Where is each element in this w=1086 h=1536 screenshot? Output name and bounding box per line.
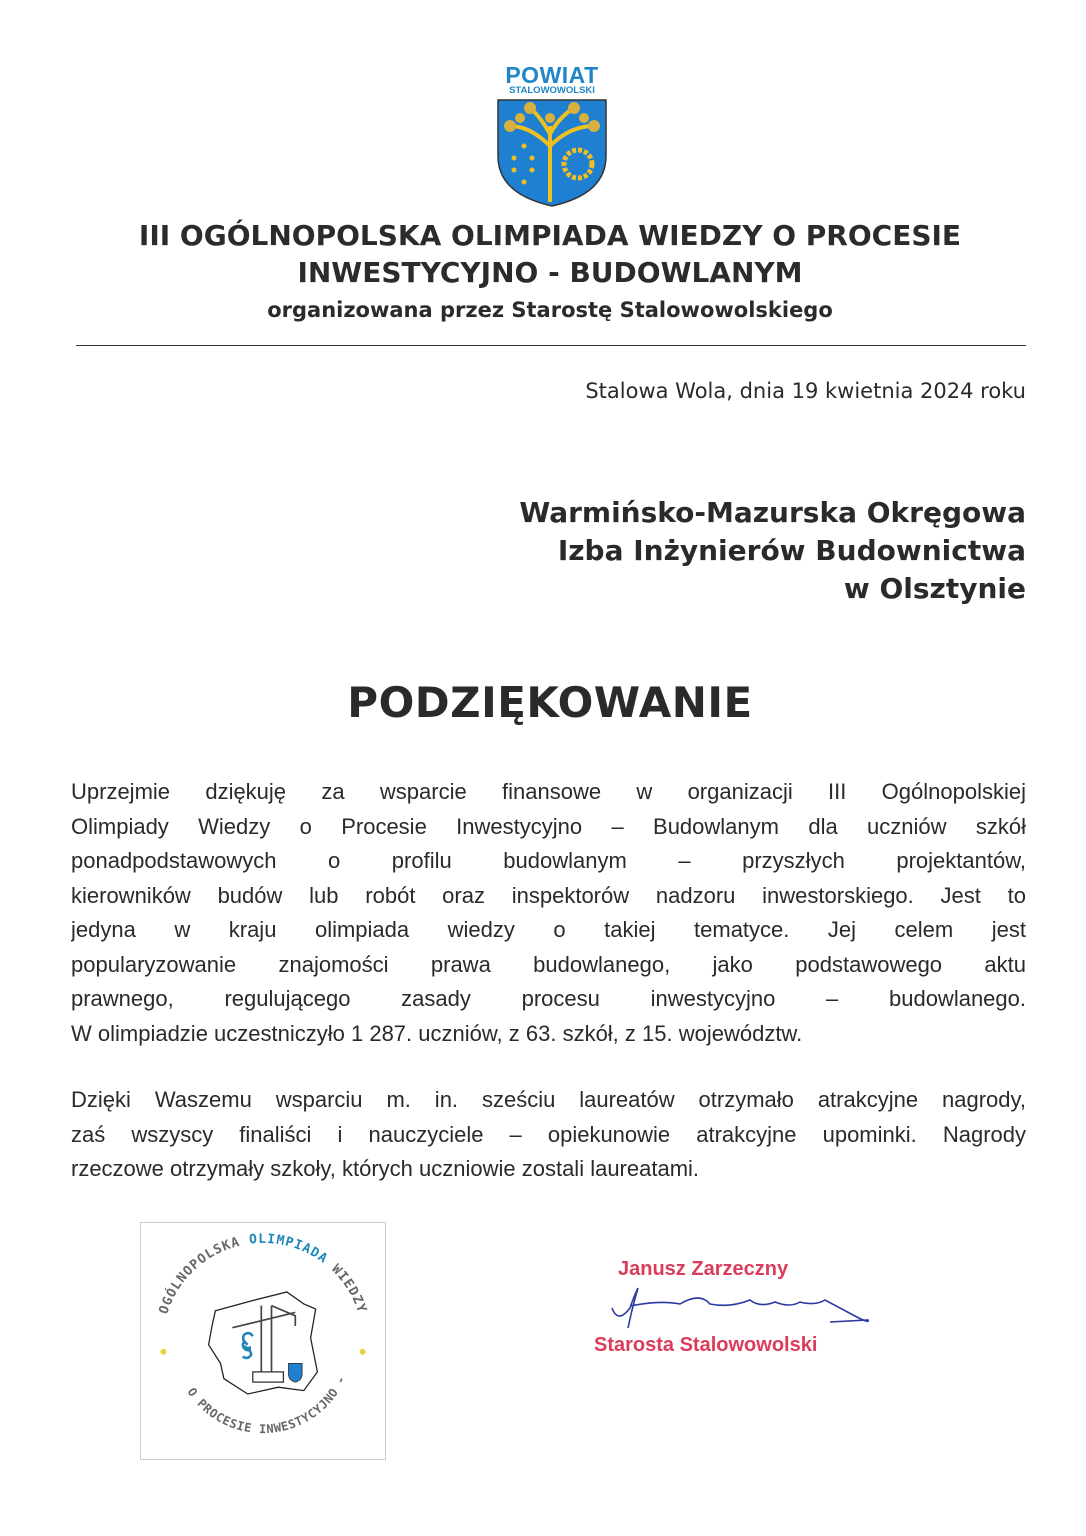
body-paragraph-2: [71, 1083, 1026, 1187]
recipient-line: w Olsztynie: [843, 572, 1026, 605]
seal-text-highlight: OLIMPIADA: [248, 1231, 331, 1267]
title-line-1: III OGÓLNOPOLSKA OLIMPIADA WIEDZY O PROCESIE: [138, 219, 962, 252]
signatory-title: Starosta Stalowowolski: [594, 1334, 818, 1356]
subtitle: organizowana przez Starostę Stalowowolskiego: [267, 298, 833, 322]
signature-scribble: [600, 1284, 880, 1334]
text-line: kierowników budów lub robót oraz inspektorów nadzoru inwestorskiego. Jest to: [71, 882, 1026, 908]
paragraph-sign-icon: [243, 1333, 253, 1358]
text-line: prawnego, regulującego zasady procesu inwestycyjno – budowlanego.: [71, 986, 1026, 1011]
recipient-line: Izba Inżynierów Budownictwa: [557, 534, 1026, 567]
text-line: Dzięki Waszemu wsparciu m. in. sześciu laureatów otrzymało atrakcyjne nagrody,: [71, 1087, 1026, 1112]
signatory-name: Janusz Zarzeczny: [618, 1258, 789, 1280]
logo-subtitle: STALOWOWOLSKI: [509, 85, 595, 96]
text-line: popularyzowanie znajomości prawa budowlanego, jako podstawowego aktu: [71, 951, 1026, 977]
svg-text:OGÓLNOPOLSKA OLIMPIADA WIEDZY: [157, 1232, 370, 1316]
text-line: Olimpiady Wiedzy o Procesie Inwestycyjno – Budowlanym dla uczniów szkół: [71, 813, 1026, 839]
coat-of-arms-icon: [490, 96, 614, 208]
logo-title: POWIAT: [505, 62, 599, 88]
text-line: zaś wszyscy finaliści i nauczyciele – opiekunowie atrakcyjne upominki. Nagrody: [71, 1121, 1026, 1147]
seal-text-bottom: O PROCESIE INWESTYCYJNO -: [184, 1373, 349, 1437]
seal-text-top: OGÓLNOPOLSKA: [156, 1234, 242, 1317]
olympiad-seal-icon: [141, 1223, 385, 1459]
powiat-logo: [490, 64, 614, 212]
header-divider: [76, 345, 1026, 346]
text-line: rzeczowe otrzymały szkoły, których uczniowie zostali laureatami.: [71, 1156, 700, 1181]
recipient-line: Warmińsko-Mazurska Okręgowa: [519, 496, 1026, 529]
seal-text-right: WIEDZY: [328, 1261, 370, 1316]
body-paragraph-1: [71, 775, 1026, 1051]
text-line: ponadpodstawowych o profilu budowlanym – przyszłych projektantów,: [71, 848, 1026, 873]
text-line: jedyna w kraju olimpiada wiedzy o takiej tematyce. Jej celem jest: [71, 917, 1026, 942]
handwritten-signature-icon: [600, 1284, 880, 1330]
document-heading: PODZIĘKOWANIE: [347, 678, 753, 727]
title-line-2: INWESTYCYJNO - BUDOWLANYM: [297, 256, 803, 289]
olympiad-seal: [140, 1222, 386, 1460]
date-line: Stalowa Wola, dnia 19 kwietnia 2024 roku: [585, 379, 1026, 403]
text-line: W olimpiadzie uczestniczyło 1 287. uczniów, z 63. szkół, z 15. województw.: [71, 1020, 803, 1046]
text-line: Uprzejmie dziękuję za wsparcie finansowe w organizacji III Ogólnopolskiej: [71, 779, 1026, 804]
